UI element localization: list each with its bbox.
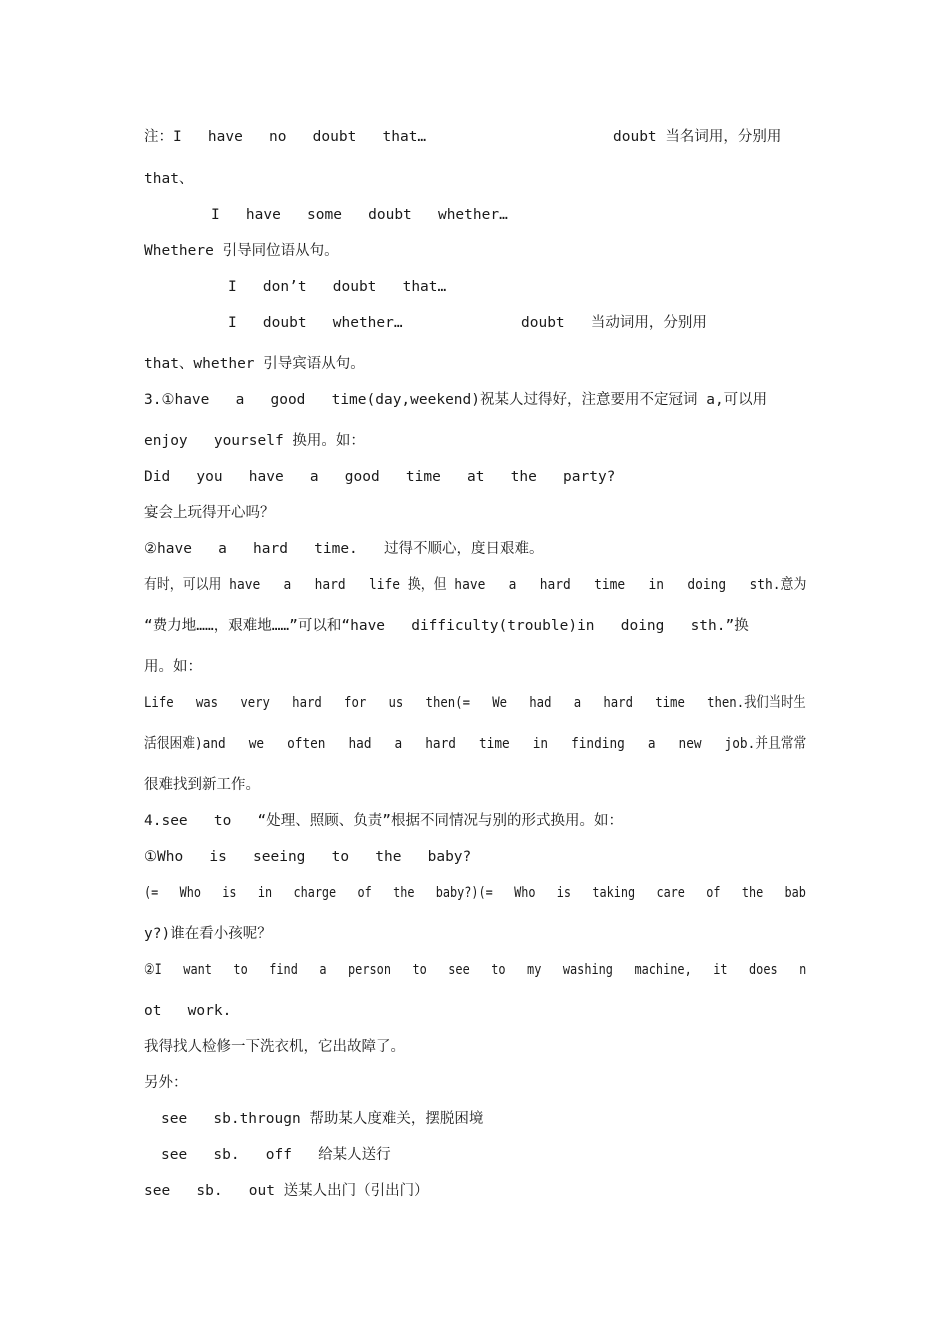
text-line: see sb.througn 帮助某人度难关，摆脱困境 — [161, 1111, 484, 1127]
text-line: I doubt whether… — [228, 315, 403, 331]
text-line: 活很困难)and we often had a hard time in finding a new job.并且常常 — [144, 736, 807, 752]
text-line: ②I want to find a person to see to my washing machine, it does n — [144, 962, 807, 978]
text-line: 很难找到新工作。 — [144, 777, 260, 793]
text-line: enjoy yourself 换用。如： — [144, 433, 365, 449]
text-line: y?)谁在看小孩呢？ — [144, 926, 272, 942]
text-line: see sb. out 送某人出门（引出门） — [144, 1183, 429, 1199]
text-line: ot work. — [144, 1003, 232, 1019]
text-line: 有时，可以用 have a hard life 换，但 have a hard time in doing sth.意为 — [144, 577, 807, 593]
text-line: ①Who is seeing to the baby? — [144, 849, 472, 865]
text-line: doubt 当动词用，分别用 — [521, 315, 707, 331]
text-line: (= Who is in charge of the baby?)(= Who is taking care of the bab — [144, 885, 806, 901]
text-line: that、whether 引导宾语从句。 — [144, 356, 365, 372]
text-line: 用。如： — [144, 659, 202, 675]
text-line: that、 — [144, 171, 194, 187]
text-line: 4.see to “处理、照顾、负责”根据不同情况与别的形式换用。如： — [144, 813, 623, 829]
text-line: 我得找人检修一下洗衣机，它出故障了。 — [144, 1039, 405, 1055]
text-line: 注：I have no doubt that… — [144, 129, 427, 145]
text-line: ②have a hard time. 过得不顺心，度日艰难。 — [144, 541, 544, 557]
text-line: “费力地……，艰难地……”可以和“have difficulty(trouble)in doing sth.”换 — [144, 618, 749, 634]
text-line: I don’t doubt that… — [228, 279, 447, 295]
text-line: 宴会上玩得开心吗？ — [144, 505, 275, 521]
text-line: Did you have a good time at the party? — [144, 469, 616, 485]
text-line: 3.①have a good time(day,weekend)祝某人过得好，注意要用不定冠词 a,可以用 — [144, 392, 768, 408]
text-line: 另外： — [144, 1075, 188, 1091]
text-line: Whethere 引导同位语从句。 — [144, 243, 339, 259]
text-line: doubt 当名词用，分别用 — [613, 129, 782, 145]
text-line: see sb. off 给某人送行 — [161, 1147, 391, 1163]
text-line: Life was very hard for us then(= We had a hard time then.我们当时生 — [144, 695, 806, 711]
text-line: I have some doubt whether… — [211, 207, 508, 223]
